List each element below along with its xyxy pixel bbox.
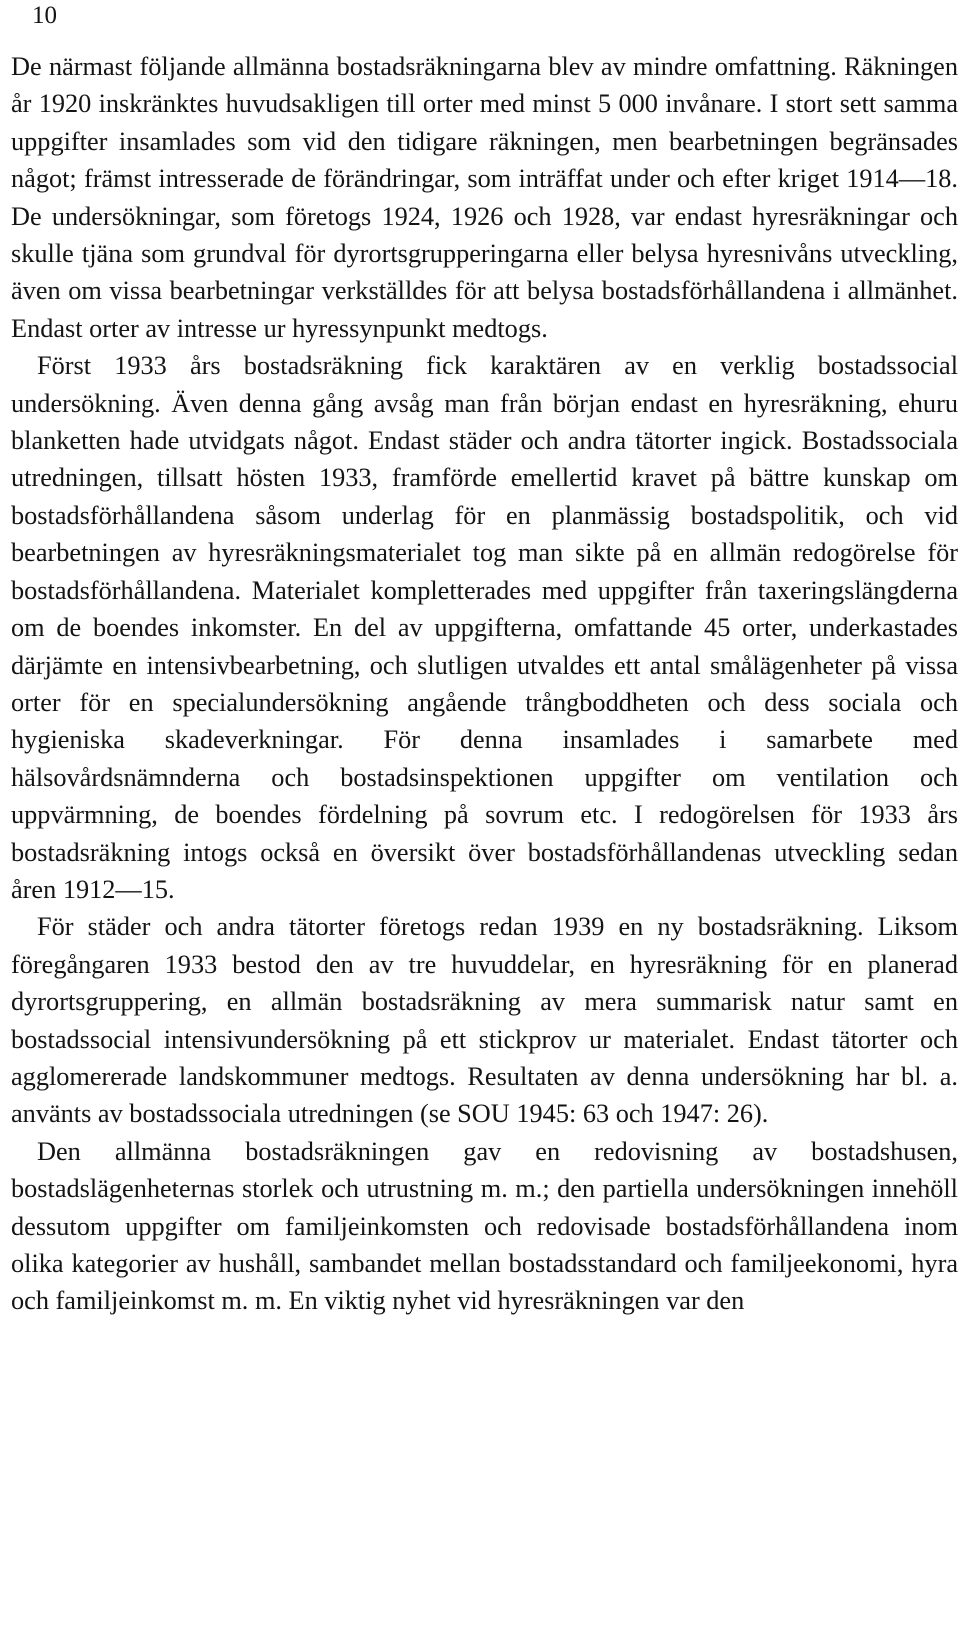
document-page [8, 0, 958, 1629]
paragraph-2: Först 1933 års bostadsräkning fick karaktären av en verklig bostadssocial undersökning. Även denna gång avsåg man från början endast en hyresräkning, ehuru blanketten hade utvidgats något. Endast städer och andra tätorter ingick. Bostadssociala utredningen, tillsatt hösten 1933, framförde emellertid kravet på bättre kunskap om bostadsförhållandena såsom underlag för en planmässig bostadspolitik, och vid bearbetningen av hyresräkningsmaterialet tog man sikte på en allmän redogörelse för bostadsförhållandena. Materialet kompletterades med uppgifter från taxeringslängderna om de boendes inkomster. En del av uppgifterna, omfattande 45 orter, underkastades därjämte en intensivbearbetning, och slutligen utvaldes ett antal smålägenheter på vissa orter för en specialundersökning angående trångboddheten och dess sociala och hygieniska skadeverkningar. För denna insamlades i samarbete med hälsovårdsnämnderna och bostadsinspektionen uppgifter om ventilation och uppvärmning, de boendes fördelning på sovrum etc. I redogörelsen för 1933 års bostadsräkning intogs också en översikt över bostadsförhållandenas utveckling sedan åren 1912—15. [11, 351, 958, 904]
body-text [11, 48, 958, 1320]
page-number: 10 [32, 2, 57, 29]
paragraph-4: Den allmänna bostadsräkningen gav en redovisning av bostadshusen, bostadslägenheternas storlek och utrustning m. m.; den partiella undersökningen innehöll dessutom uppgifter om familjeinkomsten och redovisade bostadsförhållandena inom olika kategorier av hushåll, sambandet mellan bostadsstandard och familjeekonomi, hyra och familjeinkomst m. m. En viktig nyhet vid hyresräkningen var den [11, 1136, 958, 1316]
paragraph-1: De närmast följande allmänna bostadsräkningarna blev av mindre omfattning. Räkningen år 1920 inskränktes huvudsakligen till orter med minst 5 000 invånare. I stort sett samma uppgifter insamlades som vid den tidigare räkningen, men bearbetningen begränsades något; främst intresserade de förändringar, som inträffat under och efter kriget 1914—18. De undersökningar, som företogs 1924, 1926 och 1928, var endast hyresräkningar och skulle tjäna som grundval för dyrortsgrupperingarna eller belysa hyresnivåns utveckling, även om vissa bearbetningar verkställdes för att belysa bostadsförhållandena i allmänhet. Endast orter av intresse ur hyressynpunkt medtogs. [11, 52, 958, 343]
paragraph-3: För städer och andra tätorter företogs redan 1939 en ny bostadsräkning. Liksom föregångaren 1933 bestod den av tre huvuddelar, en hyresräkning för en planerad dyrortsgruppering, en allmän bostadsräkning av mera summarisk natur samt en bostadssocial intensivundersökning på ett stickprov ur materialet. Endast tätorter och agglomererade landskommuner medtogs. Resultaten av denna undersökning har bl. a. använts av bostadssociala utredningen (se SOU 1945: 63 och 1947: 26). [11, 912, 958, 1129]
